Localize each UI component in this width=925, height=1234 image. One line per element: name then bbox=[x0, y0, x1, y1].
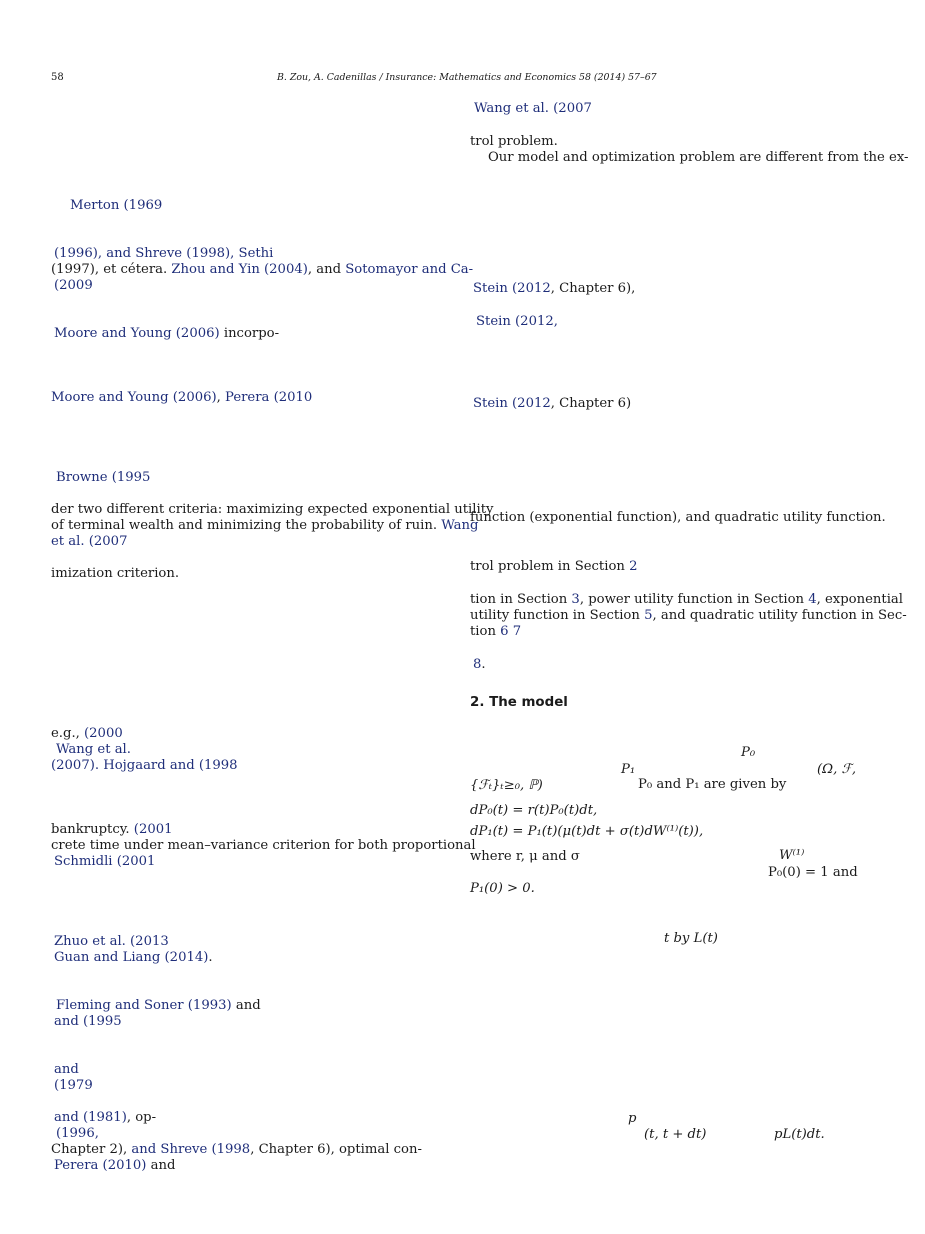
text-line bbox=[51, 390, 312, 406]
text-line bbox=[473, 281, 635, 297]
citation-wang[interactable]: Wang bbox=[441, 518, 479, 533]
text: , and quadratic utility function in Sec- bbox=[652, 608, 907, 623]
citation-1981[interactable]: and (1981) bbox=[54, 1110, 127, 1125]
text-line bbox=[470, 624, 521, 640]
text-line bbox=[54, 950, 213, 966]
text-line bbox=[54, 326, 279, 342]
citation-1979[interactable]: (1979 bbox=[54, 1078, 93, 1093]
text-line bbox=[51, 262, 473, 278]
citation-browne[interactable]: Browne (1995 bbox=[56, 470, 151, 485]
text: . bbox=[208, 950, 213, 965]
math-p0: P₀ bbox=[741, 745, 756, 760]
text-line: Our model and optimization problem are different from the ex- bbox=[488, 150, 909, 165]
section-ref-8[interactable]: 8 bbox=[473, 657, 482, 672]
text-line: der two different criteria: maximizing expected exponential utility bbox=[51, 502, 494, 517]
citation-stein[interactable]: Stein (2012, bbox=[476, 314, 558, 329]
equation-bond: dP₀(t) = r(t)P₀(t)dt, bbox=[470, 803, 598, 818]
section-ref-4[interactable]: 4 bbox=[808, 592, 817, 607]
text: , exponential bbox=[816, 592, 904, 607]
text: , op- bbox=[126, 1110, 157, 1125]
text-line: P₀ and P₁ are given by bbox=[638, 777, 787, 792]
text: , power utility function in Section bbox=[579, 592, 809, 607]
text: , bbox=[216, 390, 226, 405]
citation-stein[interactable]: Stein (2012 bbox=[473, 396, 551, 411]
text-line bbox=[54, 1158, 175, 1174]
citation-wang-et-al[interactable]: Wang et al. bbox=[56, 742, 131, 757]
citation-guan-liang[interactable]: Guan and Liang (2014) bbox=[54, 950, 209, 965]
math-premium: pL(t)dt. bbox=[774, 1127, 825, 1142]
running-title: B. Zou, A. Cadenillas / Insurance: Mathematics and Economics 58 (2014) 57–67 bbox=[277, 72, 657, 83]
citation-moore-young[interactable]: Moore and Young (2006) bbox=[51, 390, 217, 405]
text-line bbox=[470, 592, 903, 608]
text: bankruptcy. bbox=[51, 822, 134, 837]
citation-perera[interactable]: Perera (2010) bbox=[54, 1158, 147, 1173]
section-ref-6-7[interactable]: 6 7 bbox=[500, 624, 522, 639]
text-line bbox=[51, 518, 478, 534]
citation-sotomayor[interactable]: Sotomayor and Ca- bbox=[345, 262, 474, 277]
text-line bbox=[473, 657, 486, 673]
text-line: crete time under mean–variance criterion for both proportional bbox=[51, 838, 476, 853]
text: tion bbox=[470, 624, 501, 639]
math-p1: P₁ bbox=[621, 762, 636, 777]
math-initial-p0: P₀(0) = 1 and bbox=[768, 865, 858, 880]
text: incorpo- bbox=[219, 326, 280, 341]
citation-wang-2007[interactable]: Wang et al. (2007 bbox=[474, 101, 592, 116]
text: , Chapter 6) bbox=[550, 396, 632, 411]
text: , Chapter 6), bbox=[550, 281, 636, 296]
text: and bbox=[231, 998, 261, 1013]
text: of terminal wealth and minimizing the probability of ruin. bbox=[51, 518, 442, 533]
text-line bbox=[56, 998, 261, 1014]
text: trol problem in Section bbox=[470, 559, 630, 574]
text: Chapter 2), bbox=[51, 1142, 132, 1157]
equation-stock: dP₁(t) = P₁(t)(μ(t)dt + σ(t)dW⁽¹⁾(t)), bbox=[470, 824, 704, 839]
text-line bbox=[470, 608, 907, 624]
math-probability-space: (Ω, ℱ, bbox=[817, 762, 857, 777]
text-line bbox=[473, 396, 631, 412]
citation-zhou-yin[interactable]: Zhou and Yin (2004) bbox=[171, 262, 308, 277]
citation-wang-2007[interactable]: et al. (2007 bbox=[51, 534, 128, 549]
citation-2001[interactable]: (2001 bbox=[133, 822, 173, 837]
page-number: 58 bbox=[51, 72, 64, 83]
citation-1995[interactable]: and (1995 bbox=[54, 1014, 122, 1029]
citation-shreve[interactable]: and Shreve (1998 bbox=[131, 1142, 251, 1157]
text: . bbox=[481, 657, 486, 672]
section-heading: 2. The model bbox=[470, 695, 568, 710]
section-ref-5[interactable]: 5 bbox=[644, 608, 653, 623]
math-initial-p1: P₁(0) > 0. bbox=[470, 881, 535, 896]
citation-2000[interactable]: (2000 bbox=[84, 726, 123, 741]
citation-perera[interactable]: Perera (2010 bbox=[225, 390, 313, 405]
text: e.g., bbox=[51, 726, 85, 741]
math-filtration: {ℱₜ}ₜ≥₀, ℙ) bbox=[470, 778, 543, 793]
citation-merton[interactable]: Merton (1969 bbox=[70, 198, 163, 213]
citation-fleming-soner[interactable]: Fleming and Soner (1993) bbox=[56, 998, 232, 1013]
text-line: function (exponential function), and quadratic utility function. bbox=[470, 510, 886, 525]
citation-1996[interactable]: (1996, bbox=[56, 1126, 99, 1141]
text: and bbox=[146, 1158, 176, 1173]
text: , and bbox=[307, 262, 346, 277]
citation-stein[interactable]: Stein (2012 bbox=[473, 281, 551, 296]
text-line: where r, μ and σ bbox=[470, 849, 580, 864]
text: (1997), et cétera. bbox=[51, 262, 172, 277]
text-line bbox=[51, 1142, 422, 1158]
math-brownian: W⁽¹⁾ bbox=[779, 848, 805, 863]
section-ref-2[interactable]: 2 bbox=[629, 559, 638, 574]
citation-line[interactable]: (1996), and Shreve (1998), Sethi bbox=[54, 246, 274, 261]
text-line bbox=[51, 822, 173, 838]
citation-schmidli[interactable]: Schmidli (2001 bbox=[54, 854, 156, 869]
citation-zhuo[interactable]: Zhuo et al. (2013 bbox=[54, 934, 169, 949]
text: tion in Section bbox=[470, 592, 572, 607]
text-line: trol problem. bbox=[470, 134, 558, 149]
citation-moore-young[interactable]: Moore and Young (2006) bbox=[54, 326, 220, 341]
text: utility function in Section bbox=[470, 608, 645, 623]
citation-hojgaard[interactable]: (2007). Hojgaard and (1998 bbox=[51, 758, 238, 773]
section-ref-3[interactable]: 3 bbox=[571, 592, 580, 607]
citation-and[interactable]: and bbox=[54, 1062, 79, 1077]
math-interval: (t, t + dt) bbox=[644, 1127, 707, 1142]
text-line: imization criterion. bbox=[51, 566, 180, 581]
math-p: p bbox=[628, 1111, 637, 1126]
text-line bbox=[51, 726, 123, 742]
text-line bbox=[470, 559, 637, 575]
text-line bbox=[54, 1110, 156, 1126]
citation-2009[interactable]: (2009 bbox=[54, 278, 93, 293]
text: , Chapter 6), optimal con- bbox=[250, 1142, 422, 1157]
math-liability: t by L(t) bbox=[664, 931, 718, 946]
